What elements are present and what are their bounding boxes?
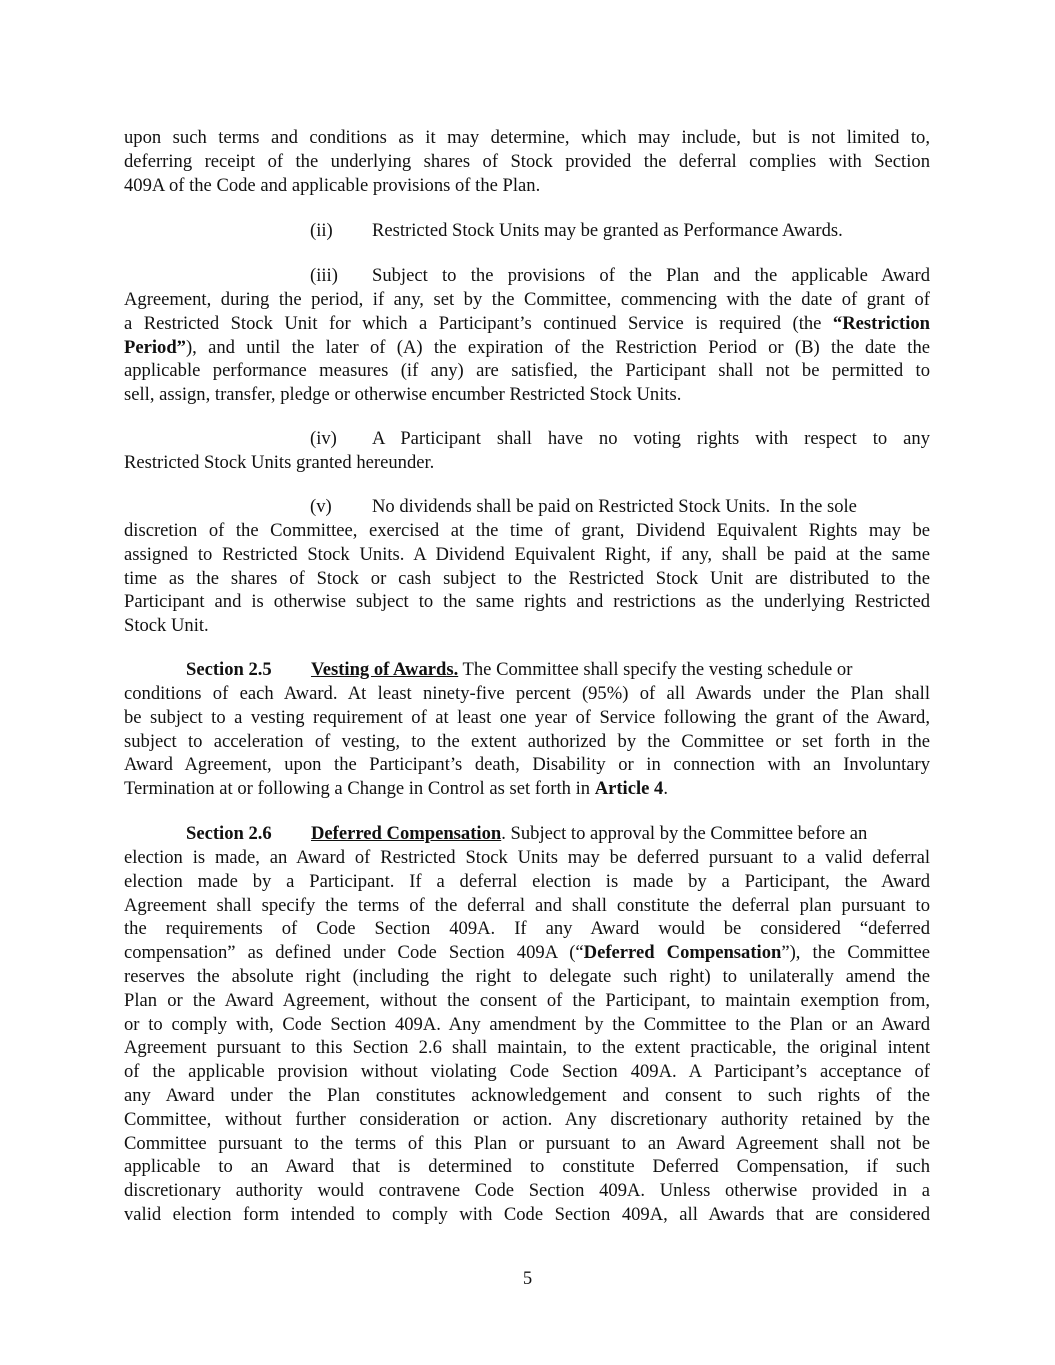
text-line: applicable to an Award that is determined to constitute Deferred Compensation, if such — [124, 1156, 930, 1178]
section-first-line — [311, 658, 852, 682]
text-line: the requirements of Code Section 409A. If any Award would be considered “deferred — [124, 918, 930, 940]
section-number: Section 2.6 — [186, 823, 272, 844]
clause-iii-body — [124, 288, 930, 407]
defined-term: Deferred Compensation — [583, 942, 782, 964]
section-title: Deferred Compensation — [311, 823, 502, 844]
text-line: election is made, an Award of Restricted Stock Units may be deferred pursuant to a valid deferral — [124, 847, 930, 868]
text-line: of the applicable provision without violating Code Section 409A. A Participant’s acceptance of — [124, 1061, 930, 1083]
text-line: discretionary authority would contravene Code Section 409A. Unless otherwise provided in a — [124, 1180, 930, 1202]
article-reference: Article 4 — [594, 778, 664, 800]
text-line: any Award under the Plan constitutes acknowledgement and consent to such rights of the — [124, 1084, 930, 1106]
section-2-6-body — [124, 846, 930, 1227]
clause-v-body — [124, 519, 930, 638]
clause-text: Subject to the provisions of the Plan and the applicable Award — [372, 265, 930, 286]
clause-label: (ii) — [310, 220, 333, 241]
text-segment: ”), the Committee — [781, 942, 931, 964]
section-number: Section 2.5 — [186, 659, 272, 680]
text-line: sell, assign, transfer, pledge or otherwise encumber Restricted Stock Units. — [124, 384, 682, 406]
defined-term: Period” — [124, 336, 186, 358]
clause-text: No dividends shall be paid on Restricted Stock Units. In the sole — [372, 496, 857, 517]
text-line: Plan or the Award Agreement, without the consent of the Participant, to maintain exemption from, — [124, 989, 930, 1011]
text-line: subject to acceleration of vesting, to the extent authorized by the Committee or set forth in the — [124, 730, 930, 752]
text-line: be subject to a vesting requirement of at least one year of Service following the grant of the Award, — [124, 706, 930, 728]
text-line: Committee, without further consideration or action. Any discretionary authority retained by the — [124, 1108, 930, 1130]
text-line: Agreement shall specify the terms of the deferral and shall constitute the deferral plan pursuant to — [124, 894, 930, 916]
text-line: conditions of each Award. At least ninety-five percent (95%) of all Awards under the Plan shall — [124, 683, 930, 704]
paragraph-continuation — [124, 126, 930, 197]
text-segment: Termination at or following a Change in Control as set forth in — [124, 778, 595, 800]
text-line: Restricted Stock Units granted hereunder. — [124, 452, 435, 473]
page-number: 5 — [522, 1268, 533, 1289]
text-line: 409A of the Code and applicable provisions of the Plan. — [124, 174, 541, 196]
text-line: upon such terms and conditions as it may determine, which may include, but is not limited to, — [124, 127, 930, 148]
text-line: reserves the absolute right (including the right to delegate such right) to unilaterally amend the — [124, 965, 930, 987]
text-line — [124, 336, 930, 360]
clause-text: Restricted Stock Units may be granted as Performance Awards. — [372, 220, 843, 241]
text-line: Stock Unit. — [124, 615, 209, 637]
text-segment: The Committee shall specify the vesting schedule or — [458, 659, 853, 680]
clause-label: (iii) — [310, 265, 338, 286]
text-line: assigned to Restricted Stock Units. A Dividend Equivalent Right, if any, shall be paid at the same — [124, 543, 930, 565]
text-segment: . — [663, 778, 668, 800]
section-title: Vesting of Awards. — [311, 659, 459, 680]
text-line: or to comply with, Code Section 409A. Any amendment by the Committee to the Plan or an Award — [124, 1013, 930, 1035]
text-line: time as the shares of Stock or cash subject to the Restricted Stock Unit are distributed to the — [124, 567, 930, 589]
defined-term: “Restriction — [832, 312, 930, 334]
clause-label: (v) — [310, 496, 332, 517]
text-line — [124, 777, 930, 801]
text-line: deferring receipt of the underlying shares of Stock provided the deferral complies with Section — [124, 150, 930, 172]
text-line: Award Agreement, upon the Participant’s death, Disability or in connection with an Involuntary — [124, 754, 930, 776]
text-segment: ), and until the later of (A) the expiration of the Restriction Period or (B) the date the — [185, 336, 930, 358]
text-line: discretion of the Committee, exercised at the time of grant, Dividend Equivalent Rights may be — [124, 520, 930, 541]
text-segment: a Restricted Stock Unit for which a Participant’s continued Service is required (the — [124, 312, 833, 334]
text-line: valid election form intended to comply with Code Section 409A, all Awards that are considered — [124, 1203, 930, 1225]
text-line — [124, 312, 930, 336]
clause-iv-body — [124, 451, 930, 475]
text-line: Agreement, during the period, if any, set by the Committee, commencing with the date of grant of — [124, 289, 930, 310]
text-line — [124, 941, 930, 965]
text-segment: compensation” as defined under Code Section 409A (“ — [124, 942, 584, 964]
clause-text: A Participant shall have no voting rights with respect to any — [372, 428, 930, 449]
clause-label: (iv) — [310, 428, 337, 449]
text-line: Participant and is otherwise subject to the same rights and restrictions as the underlying Restricted — [124, 591, 930, 613]
text-line: Committee pursuant to the terms of this Plan or pursuant to an Award Agreement shall not be — [124, 1132, 930, 1154]
text-line: Agreement pursuant to this Section 2.6 shall maintain, to the extent practicable, the original intent — [124, 1037, 930, 1059]
text-line: applicable performance measures (if any) are satisfied, the Participant shall not be permitted to — [124, 360, 930, 382]
section-2-5-body — [124, 682, 930, 801]
text-segment: . Subject to approval by the Committee before an — [501, 823, 868, 844]
section-first-line — [311, 822, 867, 846]
text-line: election made by a Participant. If a deferral election is made by a Participant, the Award — [124, 870, 930, 892]
